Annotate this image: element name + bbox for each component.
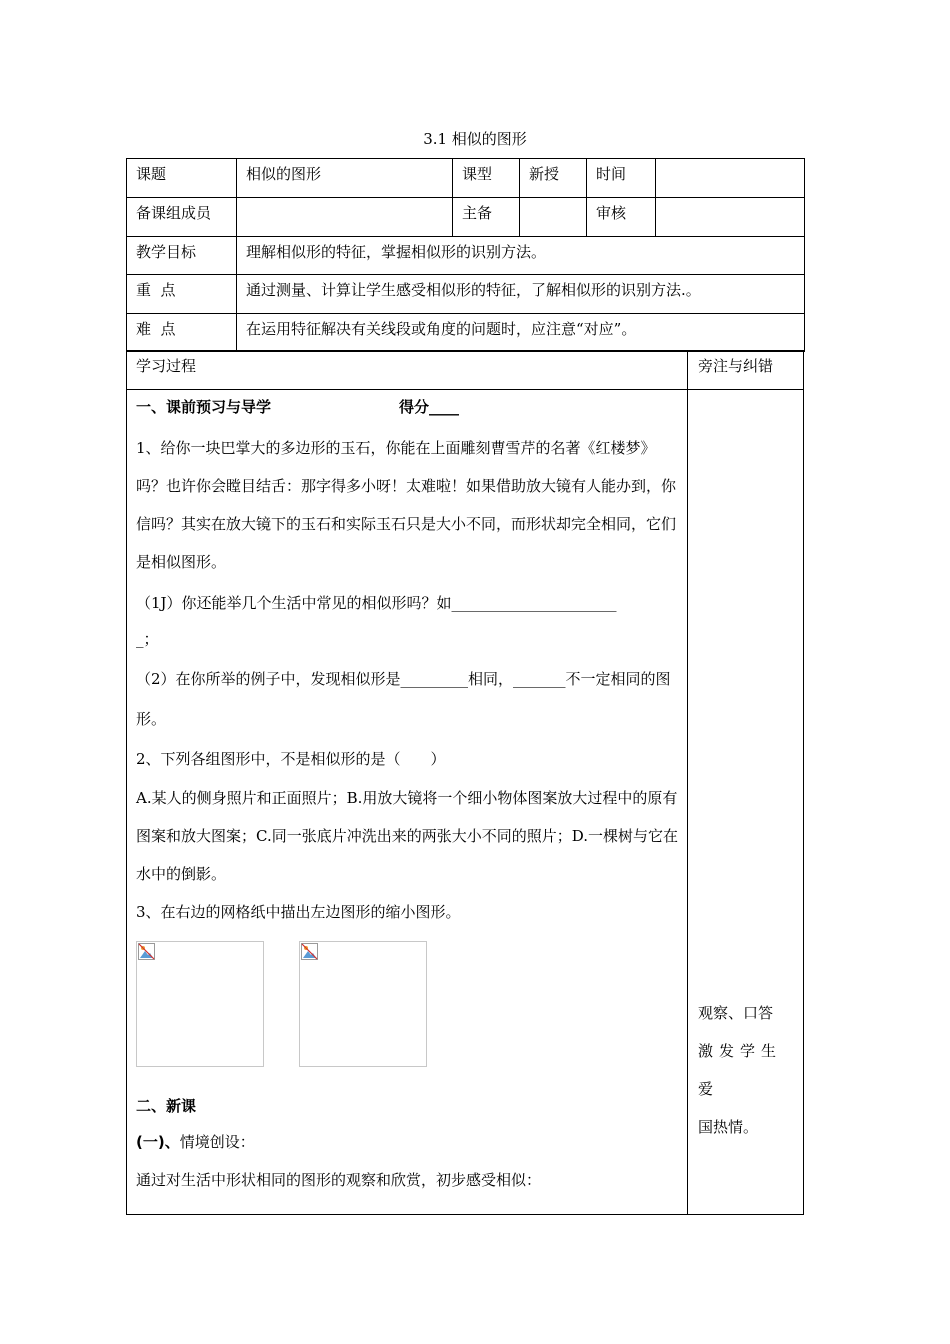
label-key-point: 重 点 bbox=[127, 275, 237, 314]
side-note-line2: 激发学生爱 bbox=[698, 1042, 783, 1098]
label-difficulty: 难 点 bbox=[127, 314, 237, 352]
side-note-line3: 国热情。 bbox=[698, 1118, 759, 1136]
question-2-options: A.某人的侧身照片和正面照片；B.用放大镜将一个细小物体图案放大过程中的原有图案和放大图案；C.同一张底片冲洗出来的两张大小不同的照片；D.一棵树与它在水中的倒影。 bbox=[136, 789, 678, 883]
question-1-sub1: （1J）你还能举几个生活中常见的相似形吗？如______________________ bbox=[136, 594, 617, 612]
label-topic: 课题 bbox=[127, 159, 237, 198]
value-key-point: 通过测量、计算让学生感受相似形的特征，了解相似形的识别方法.。 bbox=[237, 275, 805, 314]
lesson-info-table bbox=[126, 158, 805, 352]
info-row-key-point bbox=[127, 275, 805, 314]
subsection1-text: 情境创设： bbox=[179, 1133, 255, 1151]
section1-score: 得分____ bbox=[399, 398, 460, 416]
value-reviewer bbox=[656, 198, 805, 237]
question-1-sub2: （2）在你所举的例子中，发现相似形是_________相同，_______不一定相同的图形。 bbox=[136, 670, 671, 728]
value-members bbox=[237, 198, 453, 237]
value-time bbox=[656, 159, 805, 198]
value-difficulty: 在运用特征解决有关线段或角度的问题时，应注意“对应”。 bbox=[237, 314, 805, 352]
notes-header: 旁注与纠错 bbox=[698, 357, 774, 375]
original-figure-image bbox=[136, 941, 264, 1067]
label-lead-preparer: 主备 bbox=[453, 198, 520, 237]
learning-process-table bbox=[126, 350, 804, 1215]
info-row-difficulty bbox=[127, 314, 805, 352]
section1-title: 一、课前预习与导学 bbox=[136, 398, 272, 416]
section2-title: 二、新课 bbox=[136, 1097, 197, 1115]
info-row-objective bbox=[127, 237, 805, 275]
learning-content bbox=[136, 391, 681, 1200]
section2-heading bbox=[136, 1088, 681, 1124]
info-row-topic bbox=[127, 159, 805, 198]
label-time: 时间 bbox=[587, 159, 656, 198]
label-reviewer: 审核 bbox=[587, 198, 656, 237]
grid-figures-row bbox=[136, 937, 681, 1087]
subsection1-heading bbox=[136, 1124, 681, 1160]
question-1-text: 1、给你一块巴掌大的多边形的玉石，你能在上面雕刻曹雪芹的名著《红楼梦》吗？也许你会瞠目结舌：那字得多小呀！太难啦！如果借助放大镜有人能办到，你信吗？其实在放大镜下的玉石和实际玉石只是大小不同，而形状却完全相同，它们是相似图形。 bbox=[136, 439, 677, 571]
side-note bbox=[698, 994, 798, 1146]
document-title: 3.1 相似的图形 bbox=[423, 130, 527, 148]
column-divider bbox=[687, 351, 688, 1214]
label-lesson-type: 课型 bbox=[453, 159, 520, 198]
learning-process-header: 学习过程 bbox=[136, 357, 197, 375]
subsection1-label: (一)、 bbox=[136, 1133, 180, 1151]
value-objective: 理解相似形的特征，掌握相似形的识别方法。 bbox=[237, 237, 805, 275]
label-members: 备课组成员 bbox=[127, 198, 237, 237]
question-2-title: 2、下列各组图形中，不是相似形的是（ ） bbox=[136, 750, 446, 768]
question-3-title: 3、在右边的网格纸中描出左边图形的缩小图形。 bbox=[136, 903, 461, 921]
broken-image-icon bbox=[301, 943, 318, 960]
value-topic: 相似的图形 bbox=[237, 159, 453, 198]
side-note-line1: 观察、口答 bbox=[698, 1004, 774, 1022]
section1-heading bbox=[136, 389, 681, 425]
question-1-sub1-cont: _； bbox=[136, 630, 159, 648]
value-lead-preparer bbox=[520, 198, 587, 237]
info-row-members bbox=[127, 198, 805, 237]
intro-text: 通过对生活中形状相同的图形的观察和欣赏，初步感受相似： bbox=[136, 1171, 542, 1189]
label-objective: 教学目标 bbox=[127, 237, 237, 275]
broken-image-icon bbox=[138, 943, 155, 960]
grid-paper-image bbox=[299, 941, 427, 1067]
value-lesson-type: 新授 bbox=[520, 159, 587, 198]
